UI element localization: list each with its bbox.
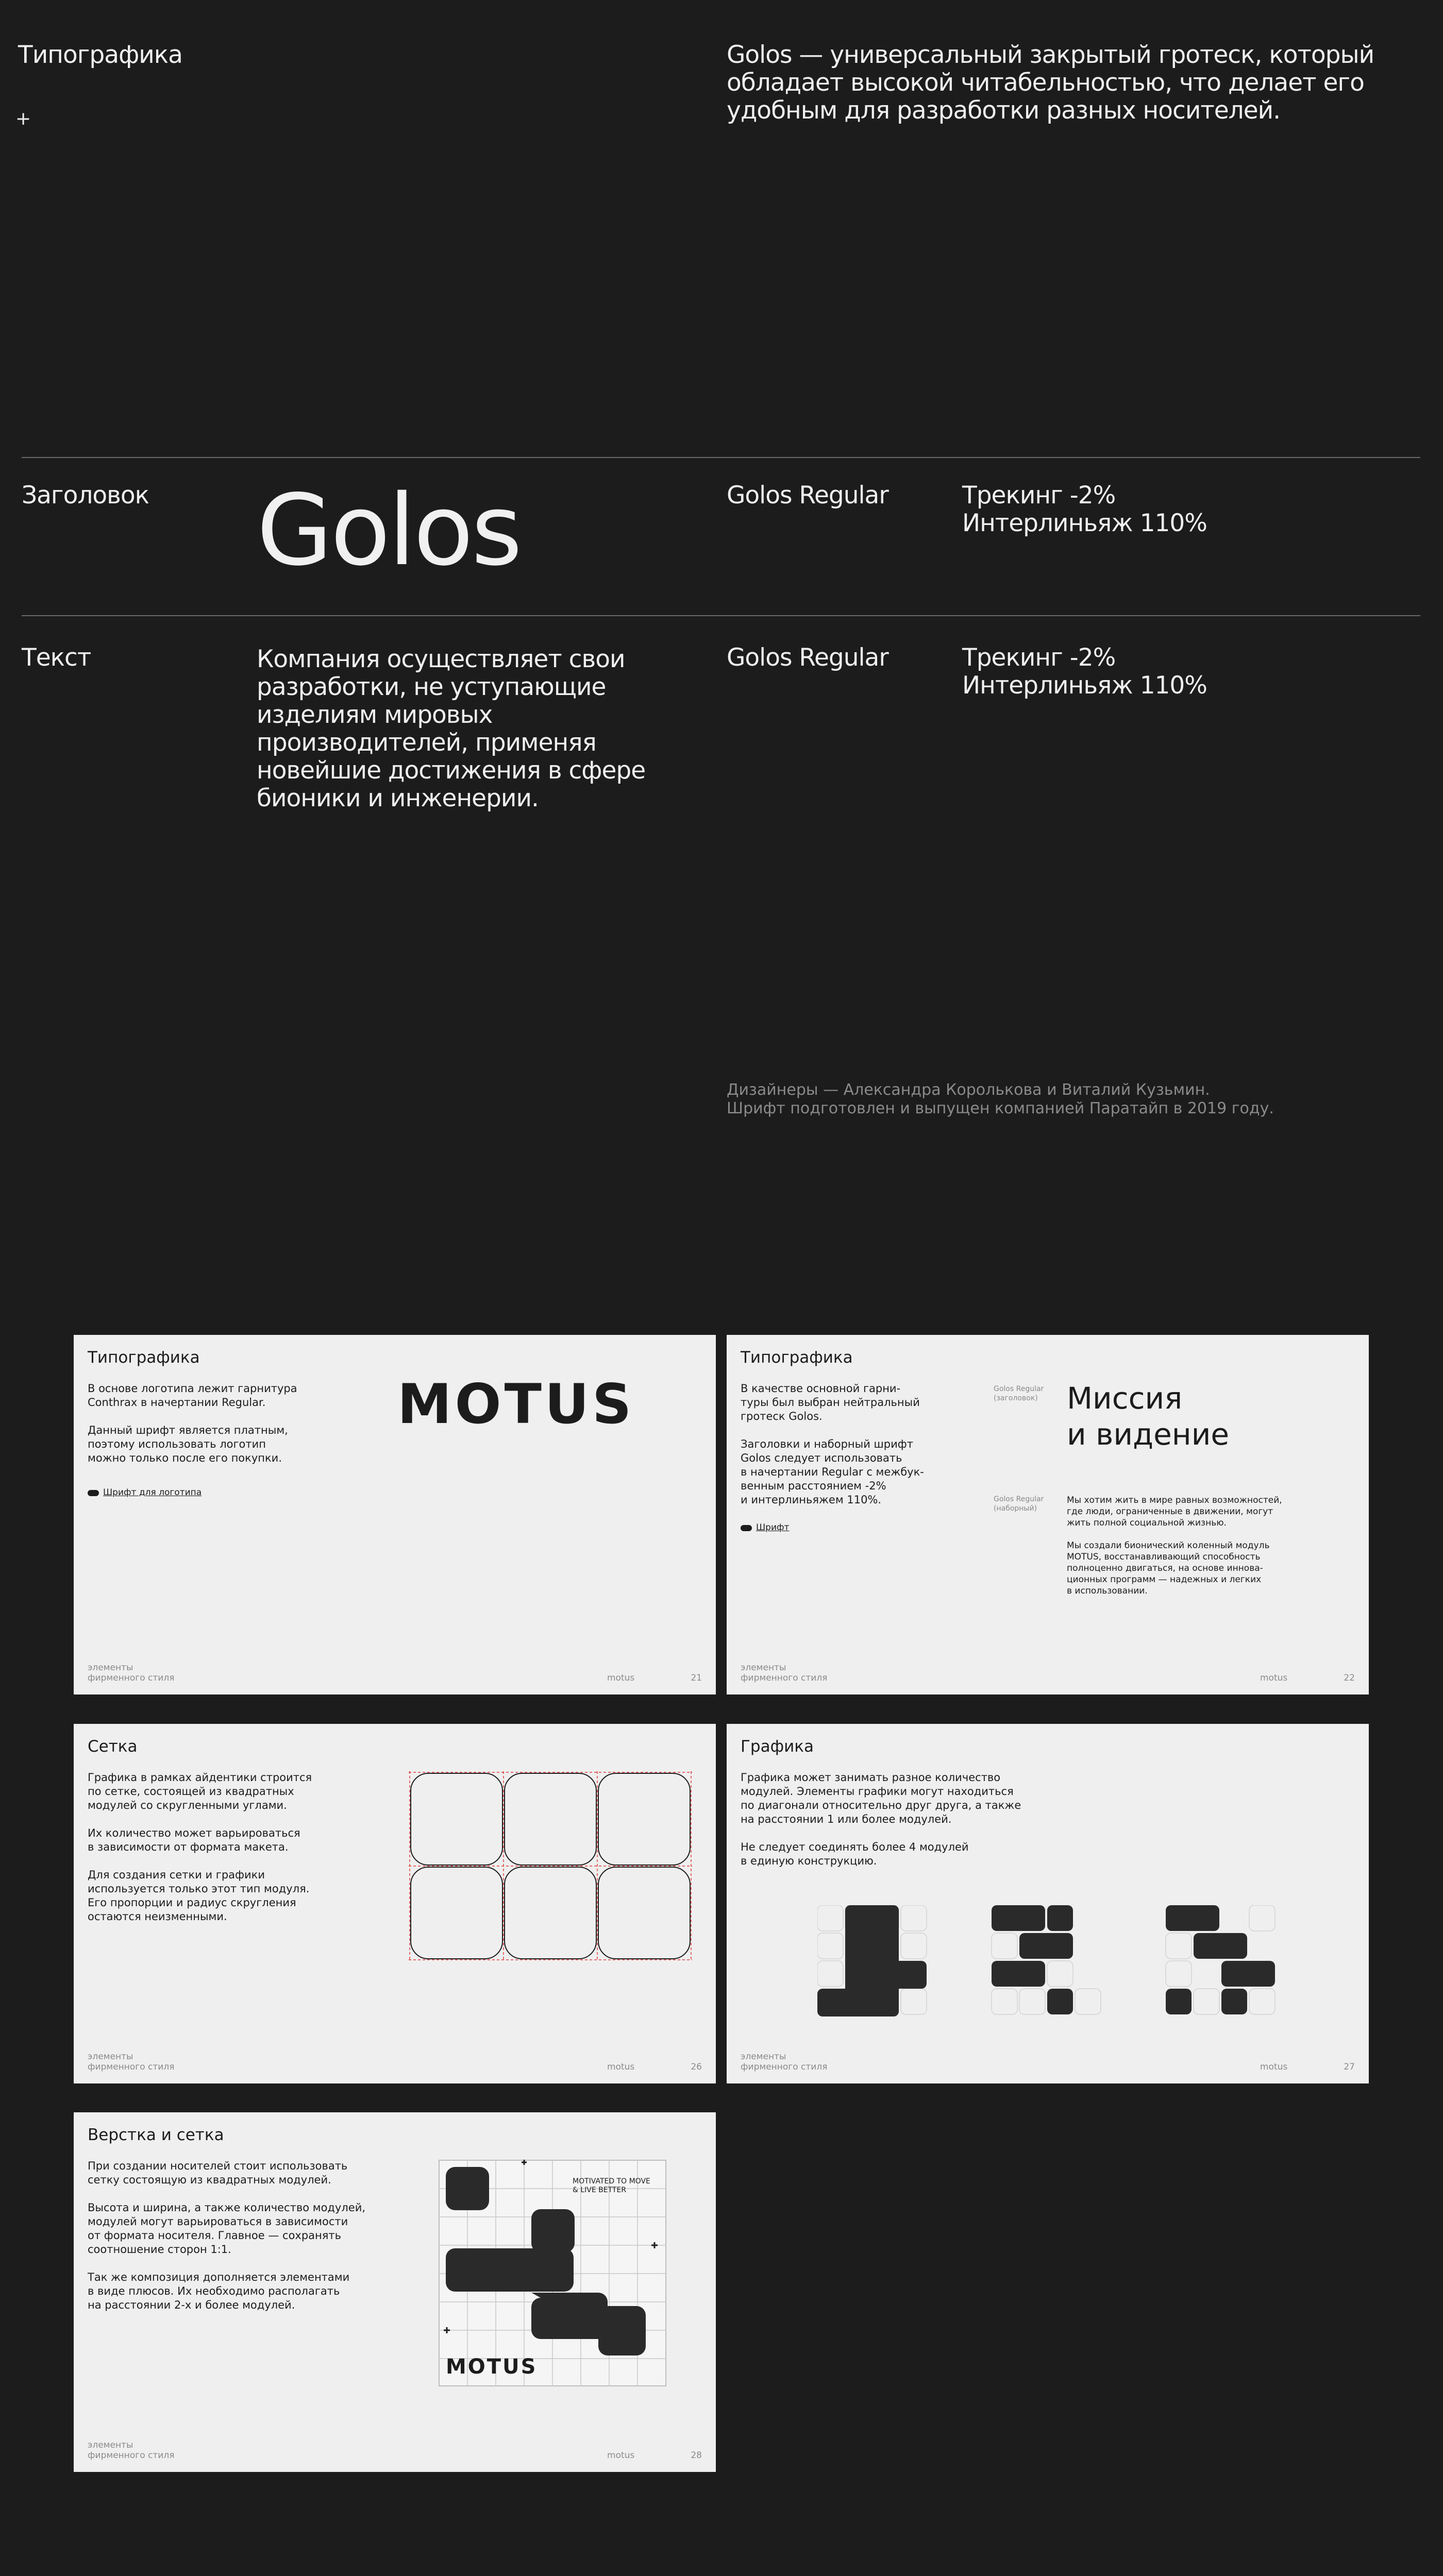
slide-footer: элементы фирменного стиля <box>88 1663 175 1683</box>
paragraph: Графика может занимать разное количество модулей. Элементы графики могут находиться по диагонали относительно друг друга, а также на расстоянии 1 или более модулей. <box>741 1771 1021 1825</box>
slide-grid <box>74 1724 716 2083</box>
text-leading: Интерлиньяж 110% <box>962 671 1207 700</box>
section-title: Типографика <box>18 41 182 69</box>
paragraph: Не следует соединять более 4 модулей в единую конструкцию. <box>741 1841 969 1867</box>
paragraph: Высота и ширина, а также количество модулей, модулей могут варьироваться в зависимости от формата носителя. Главное — сохранять соотношение сторон 1:1. <box>88 2201 366 2256</box>
slide-title: Типографика <box>88 1348 200 1367</box>
heading-sample: Golos <box>257 473 521 587</box>
graphics-examples <box>817 1905 1281 2019</box>
slide-page-number: 27 <box>1344 2062 1355 2072</box>
font-label-heading: Golos Regular (заголовок) <box>994 1385 1044 1402</box>
heading-font: Golos Regular <box>727 481 888 510</box>
slide-brand: motus <box>1260 1673 1288 1683</box>
slide-brand: motus <box>1260 2062 1288 2072</box>
divider <box>22 615 1420 616</box>
slide-body <box>741 1771 1060 1882</box>
font-label-body: Golos Regular (наборный) <box>994 1495 1044 1513</box>
heading-leading: Интерлиньяж 110% <box>962 509 1207 537</box>
slide-body <box>88 2159 397 2326</box>
slide-title: Сетка <box>88 1737 138 1756</box>
slide-graphics <box>727 1724 1369 2083</box>
font-link[interactable] <box>88 1486 345 1500</box>
intro-text: Golos — универсальный закрытый гротеск, который обладает высокой читабельностью, что делает его удобным для разработки разных носителей. <box>727 41 1374 125</box>
text-font: Golos Regular <box>727 643 888 672</box>
font-link-label: Шрифт <box>756 1522 790 1533</box>
paragraph: Их количество может варьироваться в зависимости от формата макета. <box>88 1827 300 1853</box>
paragraph: Для создания сетки и графики используется только этот тип модуля. Его пропорции и радиус скругления остаются неизменными. <box>88 1869 310 1923</box>
font-link[interactable] <box>741 1521 957 1535</box>
slide-page-number: 26 <box>691 2062 702 2072</box>
paragraph: При создании носителей стоит использовать сетку состоящую из квадратных модулей. <box>88 2160 348 2186</box>
paragraph: Заголовки и наборный шрифт Golos следует использовать в начертании Regular с межбук- венным расстоянием -2% и интерлиньяжем 110%. <box>741 1438 924 1506</box>
motus-logo: MOTUS <box>446 2355 538 2379</box>
credits-publisher: Шрифт подготовлен и выпущен компанией Паратайп в 2019 году. <box>727 1099 1274 1117</box>
slide-typography-golos <box>727 1335 1369 1694</box>
paragraph: В качестве основной гарни- туры был выбран нейтральный гротеск Golos. <box>741 1382 920 1422</box>
paragraph: Графика в рамках айдентики строится по сетке, состоящей из квадратных модулей со скругленными углами. <box>88 1771 312 1811</box>
slide-body <box>88 1771 376 1938</box>
slide-title: Типографика <box>741 1348 853 1367</box>
heading-tracking: Трекинг -2% <box>962 481 1116 510</box>
slide-footer: элементы фирменного стиля <box>741 2052 828 2072</box>
motus-logo: MOTUS <box>397 1372 635 1436</box>
poster-tagline: MOTIVATED TO MOVE & LIVE BETTER <box>573 2177 650 2194</box>
credits-designers: Дизайнеры — Александра Королькова и Виталий Кузьмин. <box>727 1081 1210 1099</box>
heading-label: Заголовок <box>22 481 149 510</box>
paragraph: В основе логотипа лежит гарнитура Conthrax в начертании Regular. <box>88 1382 297 1409</box>
slide-page-number: 21 <box>691 1673 702 1683</box>
slide-brand: motus <box>607 2450 635 2461</box>
slide-layout-grid <box>74 2112 716 2472</box>
text-label: Текст <box>22 643 91 672</box>
slide-footer: элементы фирменного стиля <box>741 1663 828 1683</box>
slide-brand: motus <box>607 2062 635 2072</box>
cloud-icon <box>88 1490 99 1496</box>
slide-brand: motus <box>607 1673 635 1683</box>
mission-text-2: Мы создали бионический коленный модуль MOTUS, восстанавливающий способность полноценно двигаться, на основе иннова- ционных программ — надежных и легких в использовании. <box>1067 1540 1270 1596</box>
slide-page-number: 22 <box>1344 1673 1355 1683</box>
plus-icon: + <box>15 108 31 129</box>
font-link-label: Шрифт для логотипа <box>103 1487 202 1498</box>
slide-body <box>88 1382 345 1500</box>
slide-typography-logo <box>74 1335 716 1694</box>
text-sample: Компания осуществляет свои разработки, не уступающие изделиям мировых производителей, применяя новейшие достижения в сфере бионики и инженерии. <box>257 645 646 812</box>
slide-title: Верстка и сетка <box>88 2126 224 2144</box>
paragraph: Данный шрифт является платным, поэтому использовать логотип можно только после его покупки. <box>88 1424 288 1464</box>
paragraph: Так же композиция дополняется элементами в виде плюсов. Их необходимо располагать на расстоянии 2-х и более модулей. <box>88 2271 350 2311</box>
divider <box>22 457 1420 458</box>
slide-page-number: 28 <box>691 2450 702 2461</box>
slide-body <box>741 1382 957 1535</box>
cloud-icon <box>741 1525 752 1531</box>
slide-title: Графика <box>741 1737 814 1756</box>
slide-footer: элементы фирменного стиля <box>88 2052 175 2072</box>
mission-text-1: Мы хотим жить в мире равных возможностей, где люди, ограниченные в движении, могут жить полной социальной жизнью. <box>1067 1495 1282 1528</box>
slide-footer: элементы фирменного стиля <box>88 2440 175 2461</box>
grid-illustration <box>409 1771 697 1962</box>
mission-heading: Миссия и видение <box>1067 1381 1230 1452</box>
text-tracking: Трекинг -2% <box>962 643 1116 672</box>
